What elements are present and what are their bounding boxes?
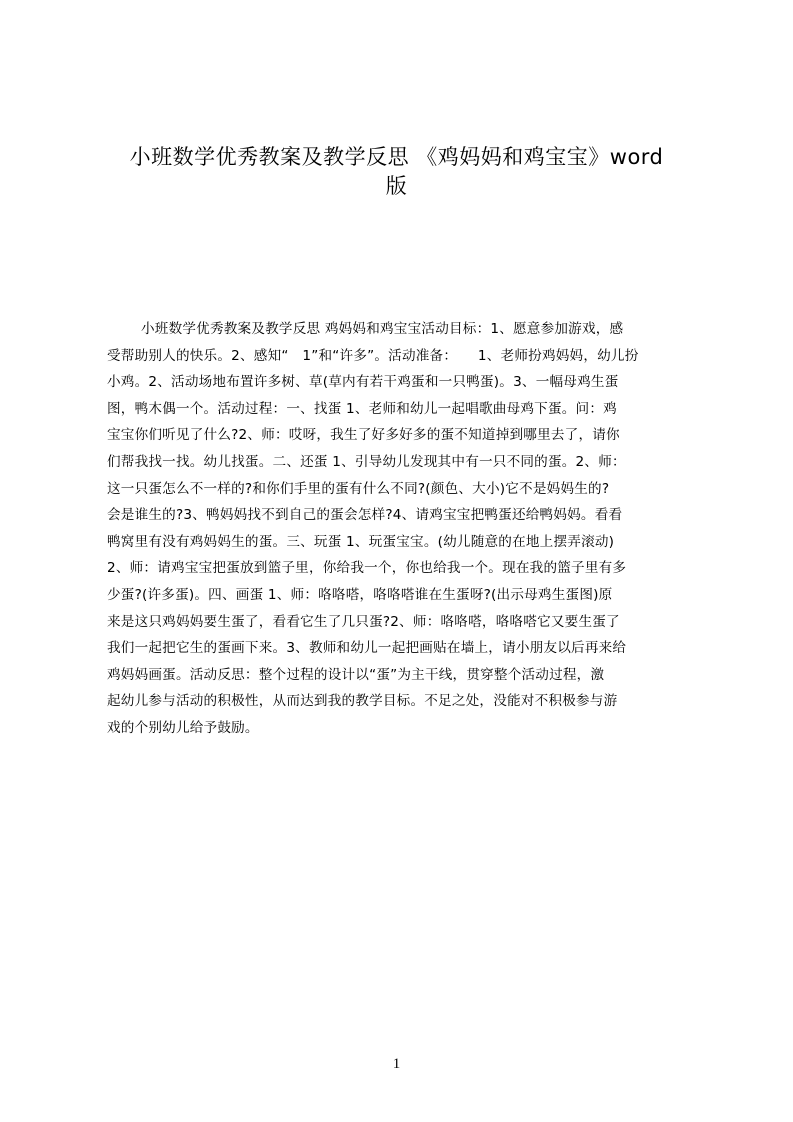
body-line: 小班数学优秀教案及教学反思 鸡妈妈和鸡宝宝活动目标：1、愿意参加游戏，感 xyxy=(141,321,624,337)
body-line: 我们一起把它生的蛋画下来。3、教师和幼儿一起把画贴在墙上，请小朋友以后再来给 xyxy=(107,640,627,657)
body-line: 小鸡。2、活动场地布置许多树、草(草内有若干鸡蛋和一只鸭蛋)。3、一幅母鸡生蛋 xyxy=(107,374,619,391)
body-line: 起幼儿参与活动的积极性，从而达到我的教学目标。不足之处，没能对不积极参与游 xyxy=(107,693,618,710)
title-line-1: 小班数学优秀教案及教学反思 《鸡妈妈和鸡宝宝》word xyxy=(129,145,664,169)
body-paragraph xyxy=(107,316,699,742)
title-line-2: 版 xyxy=(385,174,408,198)
body-line: 图，鸭木偶一个。活动过程：一、找蛋 1、老师和幼儿一起唱歌曲母鸡下蛋。问：鸡 xyxy=(107,400,617,417)
document-title xyxy=(90,143,703,201)
body-line: 2、师：请鸡宝宝把蛋放到篮子里，你给我一个，你也给我一个。现在我的篮子里有多 xyxy=(107,560,627,577)
body-line: 鸡妈妈画蛋。活动反思：整个过程的设计以“蛋”为主干线，贯穿整个活动过程，激 xyxy=(107,666,605,683)
body-line: 戏的个别幼儿给予鼓励。 xyxy=(107,719,259,736)
body-line: 们帮我找一找。幼儿找蛋。二、还蛋 1、引导幼儿发现其中有一只不同的蛋。2、师： xyxy=(107,453,626,470)
body-line: 会是谁生的?3、鸭妈妈找不到自己的蛋会怎样?4、请鸡宝宝把鸭蛋还给鸭妈妈。看看 xyxy=(107,507,623,524)
body-line: 宝宝你们听见了什么?2、师：哎呀，我生了好多好多的蛋不知道掉到哪里去了，请你 xyxy=(107,427,620,444)
body-line: 这一只蛋怎么不一样的?和你们手里的蛋有什么不同?(颜色、大小)它不是妈妈生的? xyxy=(107,480,610,497)
body-line: 受帮助别人的快乐。2、感知“ 1”和“许多”。活动准备： 1、老师扮鸡妈妈，幼儿扮 xyxy=(107,347,639,364)
page-number: 1 xyxy=(392,1056,401,1072)
body-line: 鸭窝里有没有鸡妈妈生的蛋。三、玩蛋 1、玩蛋宝宝。(幼儿随意的在地上摆弄滚动) xyxy=(107,533,615,550)
body-line: 少蛋?(许多蛋)。四、画蛋 1、师：咯咯嗒，咯咯嗒谁在生蛋呀?(出示母鸡生蛋图)原 xyxy=(107,586,613,603)
body-line: 来是这只鸡妈妈要生蛋了，看看它生了几只蛋?2、师：咯咯嗒，咯咯嗒它又要生蛋了 xyxy=(107,613,620,630)
